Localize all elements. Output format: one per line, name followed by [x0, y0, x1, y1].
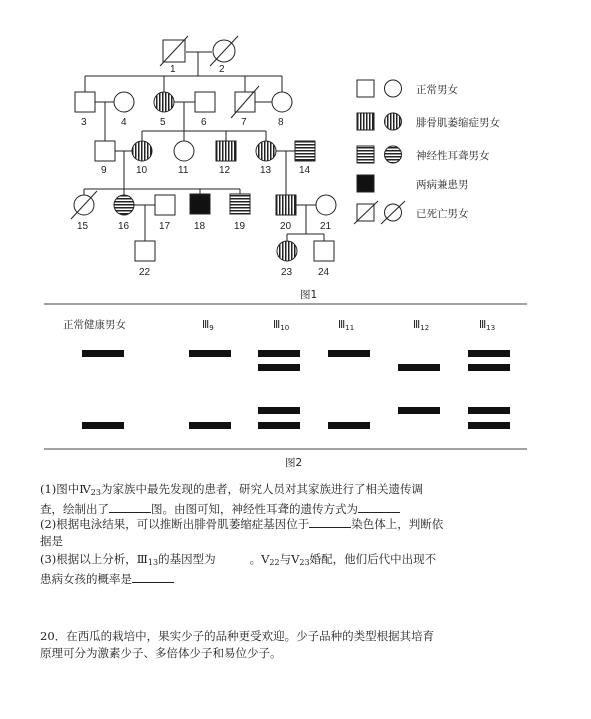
- band-iii13-2: [468, 364, 510, 371]
- individual-11: [174, 141, 194, 161]
- label-12: 12: [219, 165, 231, 176]
- individual-23: [277, 241, 297, 261]
- answer-blank[interactable]: [132, 571, 174, 583]
- answer-blank[interactable]: [309, 516, 351, 528]
- individual-9: [95, 141, 115, 161]
- figure1-caption: 图1: [300, 289, 318, 301]
- individual-4: [114, 92, 134, 112]
- band-iii10-4: [258, 422, 300, 429]
- label-8: 8: [278, 117, 284, 128]
- label-19: 19: [234, 221, 246, 232]
- band-iii13-3: [468, 407, 510, 414]
- label-3: 3: [81, 117, 87, 128]
- label-18: 18: [194, 221, 206, 232]
- legend-both-label: 两病兼患男: [416, 179, 469, 191]
- individual-24: [314, 241, 334, 261]
- label-24: 24: [318, 267, 330, 278]
- legend-deafness-male-icon: [357, 146, 374, 163]
- legend-deafness-label: 神经性耳聋男女: [416, 150, 490, 162]
- individual-17: [155, 195, 175, 215]
- header-iii13: Ⅲ13: [479, 319, 496, 332]
- band-iii11-2: [328, 422, 370, 429]
- label-4: 4: [121, 117, 127, 128]
- band-iii10-3: [258, 407, 300, 414]
- individual-20: [276, 195, 296, 215]
- header-iii12: Ⅲ12: [413, 319, 430, 332]
- individual-14: [295, 141, 315, 161]
- individual-22: [135, 241, 155, 261]
- header-iii11: Ⅲ11: [338, 319, 355, 332]
- legend-atrophy-female-icon: [385, 113, 402, 130]
- header-iii10: Ⅲ10: [273, 319, 290, 332]
- label-20: 20: [280, 221, 292, 232]
- legend-normal-label: 正常男女: [416, 84, 458, 96]
- question-3: (3)根据以上分析，$Ⅲ_{13}$的基因型为 。$V_{22}$与$V_{23}$婚配，他们后代中出现不 患病女孩的概率是: [40, 552, 437, 586]
- label-14: 14: [299, 165, 311, 176]
- individual-13: [256, 141, 276, 161]
- figure2-caption: 图2: [285, 457, 303, 469]
- individual-3: [75, 92, 95, 112]
- legend-normal-male-icon: [357, 80, 374, 97]
- band-iii13-1: [468, 350, 510, 357]
- question-1: (1)图中$Ⅳ_{23}$为家族中最先发现的患者，研究人员对其家族进行了相关遗传调 查，绘制出了 图。由图可知，神经性耳聋的遗传方式为: [40, 482, 423, 516]
- header-normal: 正常健康男女: [63, 319, 126, 331]
- label-7: 7: [241, 117, 247, 128]
- legend-labels: [416, 83, 500, 220]
- legend-atrophy-label: 腓骨肌萎缩症男女: [416, 117, 500, 129]
- label-16: 16: [118, 221, 130, 232]
- label-10: 10: [136, 165, 148, 176]
- legend-deafness-female-icon: [385, 146, 402, 163]
- band-iii9-1: [189, 350, 231, 357]
- label-17: 17: [159, 221, 171, 232]
- pedigree-legend: [354, 80, 405, 224]
- individual-8: [272, 92, 292, 112]
- label-23: 23: [281, 267, 293, 278]
- band-iii10-2: [258, 364, 300, 371]
- header-iii9: Ⅲ9: [202, 319, 214, 332]
- label-22: 22: [139, 267, 151, 278]
- label-21: 21: [320, 221, 332, 232]
- individual-19: [230, 194, 250, 214]
- electrophoresis-figure2: [44, 304, 527, 449]
- individual-16: [114, 195, 134, 215]
- legend-deceased-label: 已死亡男女: [416, 208, 469, 220]
- individual-12: [216, 141, 236, 161]
- band-normal-1: [82, 350, 124, 357]
- label-11: 11: [178, 165, 189, 176]
- label-1: 1: [170, 64, 176, 75]
- band-iii10-1: [258, 350, 300, 357]
- band-iii9-2: [189, 422, 231, 429]
- label-5: 5: [160, 117, 166, 128]
- band-normal-2: [82, 422, 124, 429]
- legend-atrophy-male-icon: [357, 113, 374, 130]
- answer-blank[interactable]: [358, 501, 400, 513]
- band-iii13-4: [468, 422, 510, 429]
- individual-21: [316, 195, 336, 215]
- question-2: (2)根据电泳结果，可以推断出腓骨肌萎缩症基因位于 染色体上，判断依 据是: [40, 517, 444, 548]
- label-15: 15: [77, 221, 89, 232]
- individual-5: [154, 92, 174, 112]
- individual-10: [132, 141, 152, 161]
- legend-both-male-icon: [357, 175, 374, 192]
- answer-blank[interactable]: [109, 501, 151, 513]
- individual-18: [190, 194, 210, 214]
- question-20: 20．在西瓜的栽培中，果实少子的品种更受欢迎。少子品种的类型根据其培育 原理可分为激素少子、多倍体少子和易位少子。: [40, 629, 435, 660]
- individual-6: [195, 92, 215, 112]
- label-13: 13: [260, 165, 272, 176]
- band-iii12-2: [398, 407, 440, 414]
- label-9: 9: [101, 165, 107, 176]
- band-iii11-1: [328, 350, 370, 357]
- label-2: 2: [219, 64, 225, 75]
- band-iii12-1: [398, 364, 440, 371]
- label-6: 6: [201, 117, 207, 128]
- legend-normal-female-icon: [385, 80, 402, 97]
